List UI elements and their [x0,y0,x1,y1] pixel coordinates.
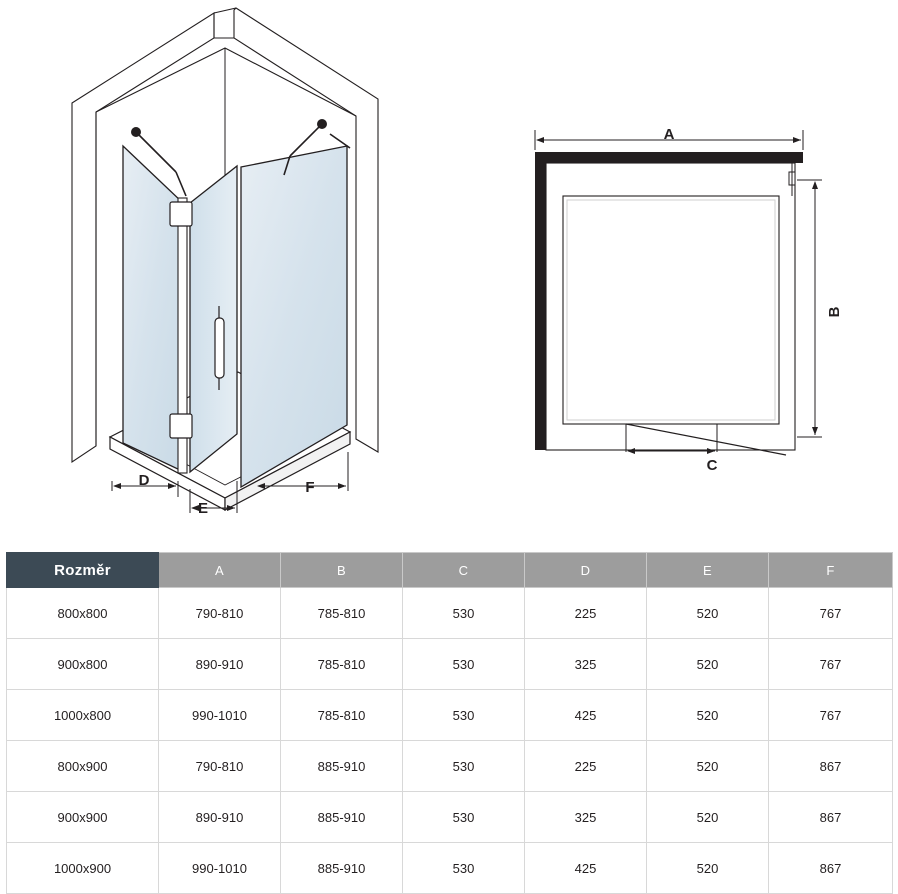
cell-e: 520 [647,843,769,894]
table-header-row [7,553,893,588]
dim-label-c: C [706,457,718,474]
table-row [7,843,893,894]
cell-size: 1000x800 [7,690,159,741]
cell-f: 767 [769,588,893,639]
cell-d: 325 [525,792,647,843]
table-header-d: D [525,553,647,588]
table-row [7,741,893,792]
cell-size: 1000x900 [7,843,159,894]
table-header-a: A [159,553,281,588]
table-header-e: E [647,553,769,588]
table-row [7,690,893,741]
cell-a: 990-1010 [159,690,281,741]
cell-a: 890-910 [159,639,281,690]
table-row [7,639,893,690]
cell-e: 520 [647,588,769,639]
cell-b: 785-810 [281,690,403,741]
enclosure-plan-drawing [535,126,843,474]
cell-f: 867 [769,741,893,792]
cell-f: 867 [769,792,893,843]
cell-b: 785-810 [281,639,403,690]
cell-b: 885-910 [281,843,403,894]
cell-size: 800x800 [7,588,159,639]
table-header-f: F [769,553,893,588]
cell-e: 520 [647,792,769,843]
cell-c: 530 [403,588,525,639]
cell-e: 520 [647,639,769,690]
cell-size: 900x900 [7,792,159,843]
dim-label-f: F [305,479,315,496]
cell-e: 520 [647,690,769,741]
cell-a: 890-910 [159,792,281,843]
dim-label-b: B [826,306,843,318]
cell-c: 530 [403,639,525,690]
cell-c: 530 [403,690,525,741]
cell-f: 867 [769,843,893,894]
dim-label-e: E [197,500,209,517]
dimensions-table [6,552,893,894]
dim-label-a: A [663,126,675,143]
table-header-rozmer: Rozměr [7,553,159,588]
enclosure-3d-drawing [72,8,378,517]
cell-d: 225 [525,741,647,792]
cell-b: 885-910 [281,792,403,843]
cell-d: 425 [525,843,647,894]
cell-size: 900x800 [7,639,159,690]
dimensions-table-wrap [6,552,892,894]
cell-f: 767 [769,690,893,741]
cell-d: 225 [525,588,647,639]
cell-c: 530 [403,741,525,792]
cell-a: 790-810 [159,588,281,639]
cell-b: 785-810 [281,588,403,639]
cell-a: 990-1010 [159,843,281,894]
table-row [7,792,893,843]
cell-size: 800x900 [7,741,159,792]
cell-a: 790-810 [159,741,281,792]
table-header-c: C [403,553,525,588]
table-header-b: B [281,553,403,588]
cell-d: 425 [525,690,647,741]
cell-b: 885-910 [281,741,403,792]
cell-c: 530 [403,792,525,843]
cell-d: 325 [525,639,647,690]
cell-e: 520 [647,741,769,792]
cell-f: 767 [769,639,893,690]
table-row [7,588,893,639]
dim-label-d: D [138,472,150,489]
cell-c: 530 [403,843,525,894]
